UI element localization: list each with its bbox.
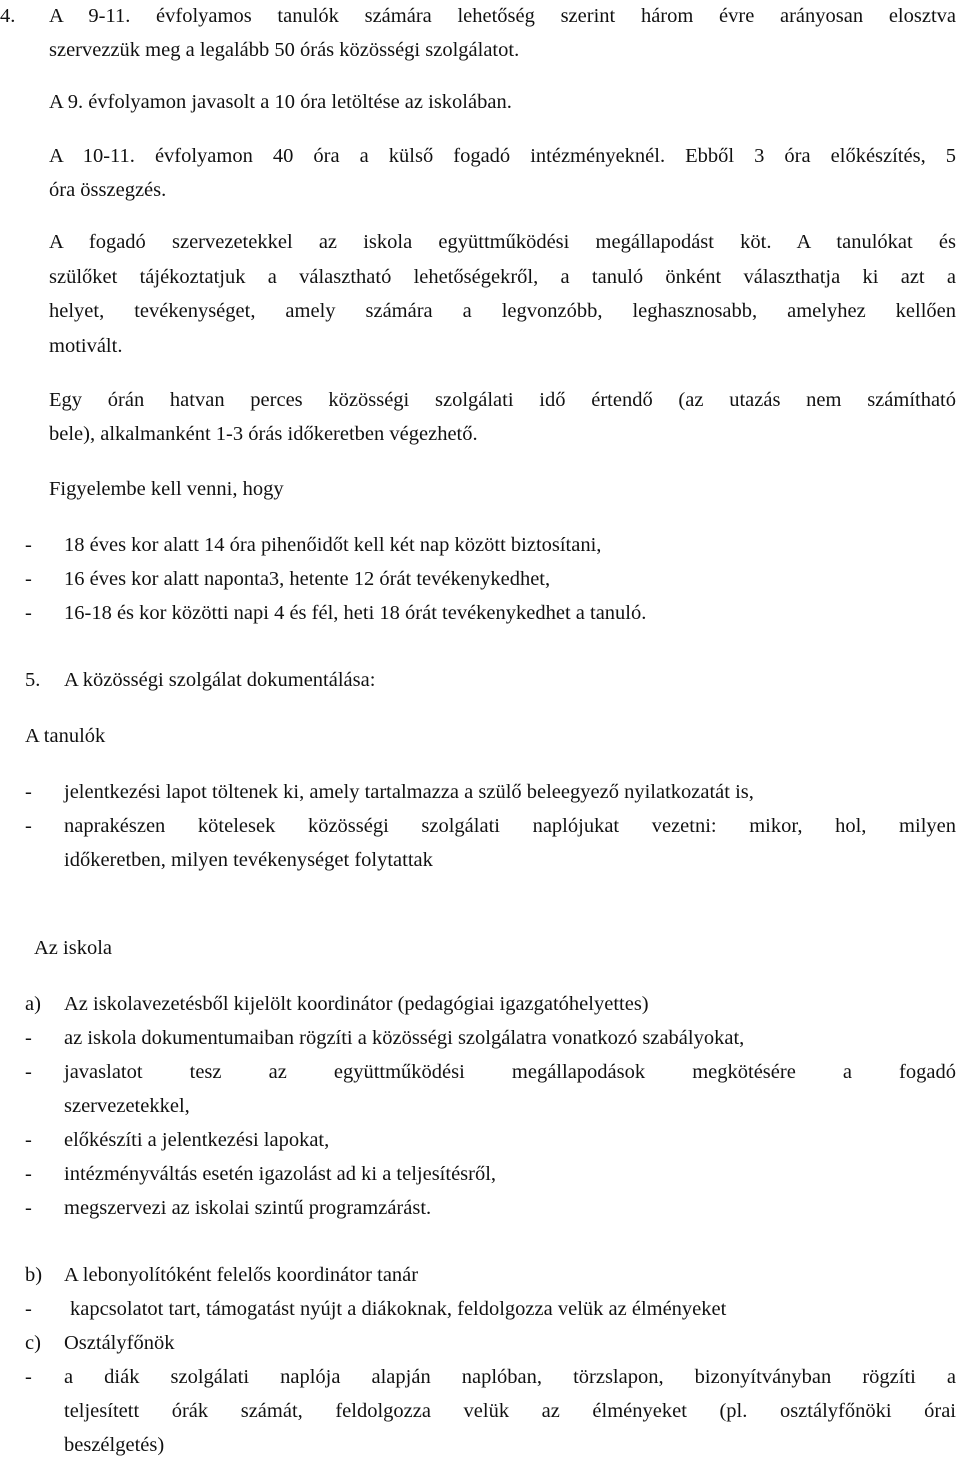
agreement-line-1: A fogadó szervezetekkel az iskola együttműködési megállapodást köt. A tanulókat és — [49, 231, 956, 253]
school-b-item-1-dash: - — [25, 1298, 32, 1320]
school-c-item-1-line-3: beszélgetés) — [64, 1434, 165, 1456]
students-heading: A tanulók — [25, 725, 106, 747]
school-c-title: Osztályfőnök — [64, 1332, 175, 1354]
school-a-item-5-dash: - — [25, 1197, 32, 1219]
school-c-item-1-line-1: a diák szolgálati naplója alapján naplóban, törzslapon, bizonyítványban rögzíti a — [64, 1366, 956, 1388]
school-a-item-4-text: intézményváltás esetén igazolást ad ki a teljesítésről, — [64, 1163, 497, 1185]
students-item-2-line-1: naprakészen kötelesek közösségi szolgálati naplójukat vezetni: mikor, hol, milyen — [64, 815, 956, 837]
school-a-item-1-text: az iskola dokumentumaiban rögzíti a közösségi szolgálatra vonatkozó szabályokat, — [64, 1027, 745, 1049]
rule-1-text: 18 éves kor alatt 14 óra pihenőidőt kell két nap között biztosítani, — [64, 534, 602, 556]
agreement-line-2: szülőket tájékoztatjuk a választható lehetőségekről, a tanuló önként választhatja ki azt a — [49, 266, 956, 288]
grade-10-11-line-1: A 10-11. évfolyamon 40 óra a külső fogadó intézményeknél. Ebből 3 óra előkészítés, 5 — [49, 145, 956, 167]
school-b-mark: b) — [25, 1264, 43, 1286]
students-item-2-line-2: időkeretben, milyen tevékenységet folytattak — [64, 849, 433, 871]
agreement-line-3: helyet, tevékenységet, amely számára a legvonzóbb, leghasznosabb, amelyhez kellően — [49, 300, 956, 322]
school-c-mark: c) — [25, 1332, 41, 1354]
section-4-line-1: A 9-11. évfolyamos tanulók számára lehetőség szerint három évre arányosan elosztva — [49, 5, 956, 27]
school-a-item-2-dash: - — [25, 1061, 32, 1083]
rule-2-text: 16 éves kor alatt naponta3, hetente 12 órát tevékenykedhet, — [64, 568, 551, 590]
school-a-mark: a) — [25, 993, 41, 1015]
school-c-item-1-dash: - — [25, 1366, 32, 1388]
school-a-title: Az iskolavezetésből kijelölt koordinátor (pedagógiai igazgatóhelyettes) — [64, 993, 649, 1015]
section-4-line-2: szervezzük meg a legalább 50 órás közösségi szolgálatot. — [49, 39, 520, 61]
school-a-item-2-line-2: szervezetekkel, — [64, 1095, 190, 1117]
rule-1-dash: - — [25, 534, 32, 556]
students-item-1-text: jelentkezési lapot töltenek ki, amely tartalmazza a szülő beleegyező nyilatkozatát is, — [64, 781, 754, 803]
grade-10-11-line-2: óra összegzés. — [49, 179, 167, 201]
rule-3-text: 16-18 és kor közötti napi 4 és fél, heti 18 órát tevékenykedhet a tanuló. — [64, 602, 647, 624]
rule-2-dash: - — [25, 568, 32, 590]
hour-definition-line-1: Egy órán hatvan perces közösségi szolgálati idő értendő (az utazás nem számítható — [49, 389, 956, 411]
school-a-item-5-text: megszervezi az iskolai szintű programzárást. — [64, 1197, 432, 1219]
school-heading: Az iskola — [34, 937, 112, 959]
grade-9-paragraph: A 9. évfolyamon javasolt a 10 óra letöltése az iskolában. — [49, 91, 512, 113]
school-a-item-2-line-1: javaslatot tesz az együttműködési megállapodások megkötésére a fogadó — [64, 1061, 956, 1083]
students-item-1-dash: - — [25, 781, 32, 803]
school-a-item-4-dash: - — [25, 1163, 32, 1185]
school-b-item-1-text: kapcsolatot tart, támogatást nyújt a diákoknak, feldolgozza velük az élményeket — [70, 1298, 727, 1320]
section-4-number: 4. — [0, 5, 16, 27]
agreement-line-4: motivált. — [49, 335, 123, 357]
students-item-2-dash: - — [25, 815, 32, 837]
hour-definition-line-2: bele), alkalmanként 1-3 órás időkeretben végezhető. — [49, 423, 478, 445]
section-5-title: A közösségi szolgálat dokumentálása: — [64, 669, 376, 691]
school-c-item-1-line-2: teljesített órák számát, feldolgozza velük az élményeket (pl. osztályfőnöki órai — [64, 1400, 956, 1422]
school-a-item-3-text: előkészíti a jelentkezési lapokat, — [64, 1129, 330, 1151]
section-5-number: 5. — [25, 669, 41, 691]
rule-3-dash: - — [25, 602, 32, 624]
consider-heading: Figyelembe kell venni, hogy — [49, 478, 284, 500]
school-a-item-1-dash: - — [25, 1027, 32, 1049]
school-b-title: A lebonyolítóként felelős koordinátor tanár — [64, 1264, 419, 1286]
school-a-item-3-dash: - — [25, 1129, 32, 1151]
